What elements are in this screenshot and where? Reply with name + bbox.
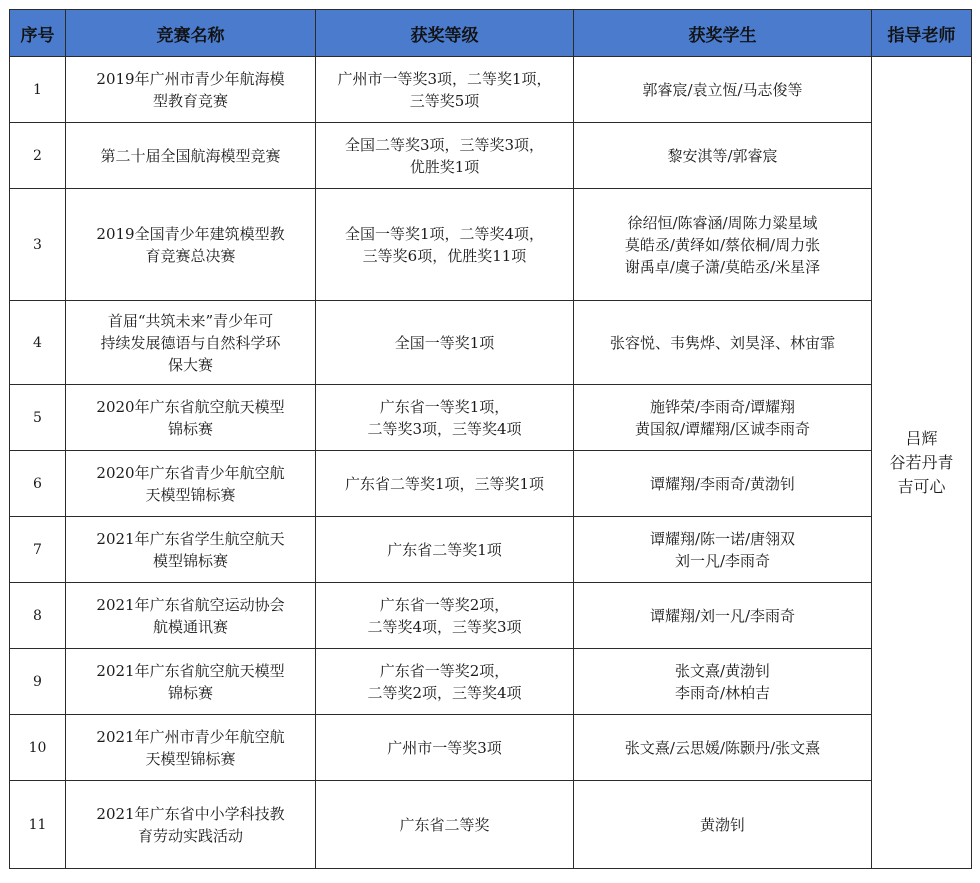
cell-competition — [66, 189, 316, 301]
cell-line: 张容悦、韦隽烨、刘昊泽、林宙霏 — [609, 333, 835, 352]
cell-line: 2021年广东省学生航空航天 — [96, 529, 285, 548]
table-row — [10, 715, 972, 781]
header-students: 获奖学生 — [574, 10, 872, 57]
header-teacher: 指导老师 — [872, 10, 972, 57]
cell-award — [316, 451, 574, 517]
cell-line: 育竞赛总决赛 — [145, 246, 236, 265]
cell-line: 二等奖3项，三等奖4项 — [367, 419, 522, 438]
cell-competition — [66, 517, 316, 583]
cell-students — [574, 301, 872, 385]
cell-award — [316, 57, 574, 123]
cell-line: 天模型锦标赛 — [145, 749, 236, 768]
cell-line: 张文熹/黄渤钊 — [674, 661, 771, 680]
cell-competition — [66, 57, 316, 123]
cell-students — [574, 517, 872, 583]
header-seq: 序号 — [10, 10, 66, 57]
cell-line: 航模通讯赛 — [152, 617, 228, 636]
cell-line: 吕辉 — [905, 428, 938, 448]
cell-seq: 5 — [10, 385, 66, 451]
cell-line: 育劳动实践活动 — [137, 826, 243, 845]
table-row — [10, 57, 972, 123]
cell-award — [316, 715, 574, 781]
cell-line: 首届“共筑未来”青少年可 — [107, 311, 274, 330]
cell-competition — [66, 649, 316, 715]
cell-line: 2020年广东省青少年航空航 — [96, 463, 285, 482]
table-row — [10, 301, 972, 385]
cell-seq: 1 — [10, 57, 66, 123]
cell-line: 广东省二等奖1项，三等奖1项 — [344, 474, 545, 493]
cell-line: 锦标赛 — [167, 683, 213, 702]
cell-line: 型教育竞赛 — [152, 91, 228, 110]
cell-line: 天模型锦标赛 — [145, 485, 236, 504]
cell-line: 黄国叙/谭耀翔/区诚李雨奇 — [634, 419, 811, 438]
cell-seq: 10 — [10, 715, 66, 781]
cell-students — [574, 583, 872, 649]
cell-students — [574, 451, 872, 517]
cell-competition — [66, 301, 316, 385]
cell-competition — [66, 123, 316, 189]
cell-seq: 2 — [10, 123, 66, 189]
header-row — [10, 10, 972, 57]
cell-line: 2021年广东省航空运动协会 — [96, 595, 285, 614]
cell-competition — [66, 451, 316, 517]
cell-line: 谢禹卓/虞子潇/莫皓丞/米星泽 — [624, 257, 821, 276]
cell-line: 锦标赛 — [167, 419, 213, 438]
header-award: 获奖等级 — [316, 10, 574, 57]
cell-competition — [66, 781, 316, 869]
cell-line: 模型锦标赛 — [152, 551, 228, 570]
cell-line: 广东省一等奖2项， — [379, 661, 510, 680]
cell-line: 2021年广州市青少年航空航 — [96, 727, 285, 746]
cell-line: 全国二等奖3项，三等奖3项， — [344, 135, 545, 154]
cell-line: 第二十届全国航海模型竞赛 — [100, 146, 281, 165]
cell-line: 优胜奖1项 — [409, 157, 480, 176]
table-row — [10, 781, 972, 869]
cell-award — [316, 517, 574, 583]
table-row — [10, 189, 972, 301]
cell-line: 李雨奇/林柏吉 — [674, 683, 771, 702]
cell-line: 二等奖4项，三等奖3项 — [367, 617, 522, 636]
cell-line: 广东省一等奖1项， — [379, 397, 510, 416]
cell-line: 持续发展德语与自然科学环 — [100, 333, 281, 352]
cell-line: 广东省二等奖 — [399, 815, 490, 834]
cell-competition — [66, 385, 316, 451]
cell-line: 广东省二等奖1项 — [387, 540, 502, 559]
cell-line: 谭耀翔/李雨奇/黄渤钊 — [649, 474, 796, 493]
cell-award — [316, 189, 574, 301]
cell-students — [574, 57, 872, 123]
cell-line: 2019年广州市青少年航海模 — [96, 69, 285, 88]
cell-students — [574, 123, 872, 189]
cell-line: 全国一等奖1项 — [394, 333, 495, 352]
cell-line: 谷若丹青 — [889, 452, 954, 472]
cell-line: 三等奖6项，优胜奖11项 — [362, 246, 527, 265]
cell-line: 莫皓丞/黄绎如/蔡依桐/周力张 — [624, 235, 821, 254]
cell-line: 2020年广东省航空航天模型 — [96, 397, 285, 416]
cell-seq: 4 — [10, 301, 66, 385]
cell-line: 三等奖5项 — [409, 91, 480, 110]
cell-line: 黄渤钊 — [699, 815, 745, 834]
cell-line: 保大赛 — [167, 355, 213, 374]
cell-line: 2021年广东省航空航天模型 — [96, 661, 285, 680]
cell-line: 2019全国青少年建筑模型教 — [96, 224, 285, 243]
cell-students — [574, 189, 872, 301]
table-row — [10, 451, 972, 517]
cell-line: 广州市一等奖3项，二等奖1项， — [337, 69, 552, 88]
cell-seq: 7 — [10, 517, 66, 583]
cell-line: 2021年广东省中小学科技教 — [96, 804, 285, 823]
table-row — [10, 123, 972, 189]
cell-line: 郭睿宸/袁立恆/马志俊等 — [642, 80, 803, 99]
cell-students — [574, 781, 872, 869]
table-row — [10, 517, 972, 583]
cell-competition — [66, 583, 316, 649]
cell-line: 施铧荣/李雨奇/谭耀翔 — [649, 397, 796, 416]
cell-teacher — [872, 57, 972, 869]
header-competition: 竞赛名称 — [66, 10, 316, 57]
cell-line: 谭耀翔/陈一诺/唐翎双 — [649, 529, 796, 548]
cell-line: 广东省一等奖2项， — [379, 595, 510, 614]
cell-line: 吉可心 — [897, 476, 946, 496]
cell-seq: 9 — [10, 649, 66, 715]
cell-line: 徐绍恒/陈睿涵/周陈力粱星域 — [627, 213, 818, 232]
cell-line: 二等奖2项，三等奖4项 — [367, 683, 522, 702]
cell-award — [316, 123, 574, 189]
cell-award — [316, 649, 574, 715]
cell-line: 黎安淇等/郭睿宸 — [667, 146, 778, 165]
cell-award — [316, 301, 574, 385]
cell-seq: 8 — [10, 583, 66, 649]
cell-line: 全国一等奖1项，二等奖4项， — [344, 224, 545, 243]
cell-seq: 3 — [10, 189, 66, 301]
awards-table — [9, 9, 972, 869]
cell-seq: 6 — [10, 451, 66, 517]
cell-line: 张文熹/云思媛/陈颢丹/张文熹 — [624, 738, 821, 757]
cell-line: 谭耀翔/刘一凡/李雨奇 — [649, 606, 796, 625]
cell-award — [316, 583, 574, 649]
table-row — [10, 649, 972, 715]
cell-line: 刘一凡/李雨奇 — [674, 551, 771, 570]
cell-line: 广州市一等奖3项 — [387, 738, 502, 757]
cell-students — [574, 715, 872, 781]
table-row — [10, 583, 972, 649]
cell-students — [574, 385, 872, 451]
cell-students — [574, 649, 872, 715]
cell-seq: 11 — [10, 781, 66, 869]
cell-competition — [66, 715, 316, 781]
table-row — [10, 385, 972, 451]
cell-award — [316, 781, 574, 869]
cell-award — [316, 385, 574, 451]
